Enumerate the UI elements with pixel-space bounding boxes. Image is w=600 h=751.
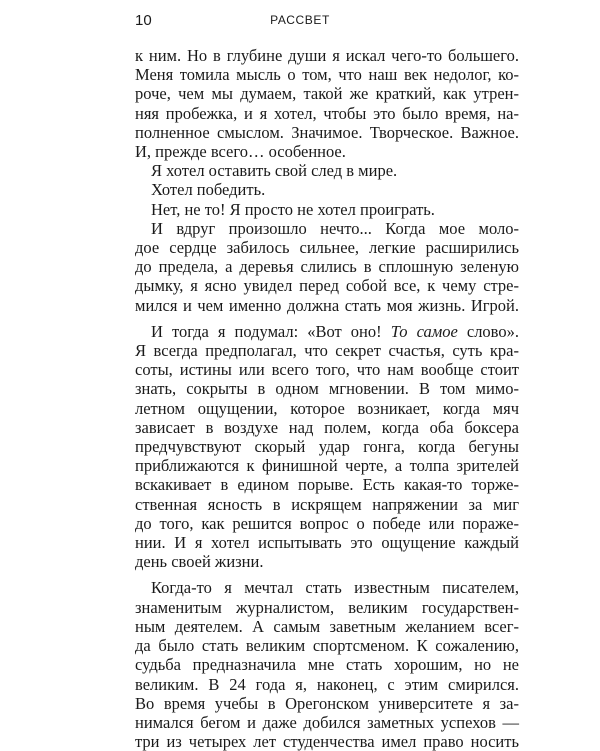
text-line: судьба предназначила мне стать хорошим, но не — [135, 655, 519, 675]
text-line: няя пробежка, и я хотел, чтобы это было время, на- — [135, 103, 519, 123]
text-line: вскакивает в едином порыве. Есть какая-то торже- — [135, 475, 519, 495]
text-line: Во время учебы в Орегонском университете я за- — [135, 693, 519, 713]
text-line: Нет, не то! Я просто не хотел проиграть. — [151, 199, 435, 219]
text-line: Хотел победить. — [151, 180, 266, 200]
body-text — [135, 46, 519, 751]
text-line: предчувствуют скорый удар гонга, когда бегуны — [135, 437, 519, 457]
text-line: Я всегда предполагал, что секрет счастья, суть кра- — [135, 341, 519, 361]
page-header — [0, 0, 600, 40]
running-head: РАССВЕТ — [270, 13, 330, 27]
text-line: И вдруг произошло нечто... Когда мое моло- — [151, 218, 519, 238]
text-line: зависает в воздухе над полем, когда оба боксера — [135, 417, 519, 437]
text-line: дымку, я ясно увидел перед собой все, к чему стре- — [135, 276, 519, 296]
paragraph-gap — [135, 571, 519, 578]
text-line: мился и чем именно должна стать моя жизнь. Игрой. — [135, 295, 519, 315]
emphasis-phrase: То самое — [390, 321, 458, 341]
text-line: дое сердце забилось сильнее, легкие расширились — [135, 238, 519, 258]
text-line: нии. И я хотел испытывать это ощущение каждый — [135, 533, 519, 553]
text-line — [135, 322, 519, 341]
text-line: до предела, а деревья слились в сплошную зеленую — [135, 257, 519, 277]
text-line: да было стать великим спортсменом. К сожалению, — [135, 636, 519, 656]
text-line: Меня томила мысль о том, что наш век недолог, ко- — [135, 65, 519, 85]
text-line: соты, истины или всего того, что нам вообще стоит — [135, 360, 519, 380]
text-line: Я хотел оставить свой след в мире. — [151, 161, 398, 181]
text-line: великим. В 24 года я, наконец, с этим смирился. — [135, 674, 519, 694]
text-line: день своей жизни. — [135, 552, 264, 572]
text-line: Когда-то я мечтал стать известным писателем, — [151, 578, 519, 598]
text-line: полненное смыслом. Значимое. Творческое. Важное. — [135, 122, 519, 142]
text-line: И, прежде всего… особенное. — [135, 142, 346, 162]
text-line: до того, как решится вопрос о победе или пораже- — [135, 513, 519, 533]
text-line: знать, сокрыты в одном мгновении. В том мимо- — [135, 379, 519, 399]
text-line: к ним. Но в глубине души я искал чего-то большего. — [135, 46, 519, 65]
text-line: приближаются к финишной черте, а толпа зрителей — [135, 456, 519, 476]
text-line: роче, чем мы думаем, такой же краткий, как утрен- — [135, 84, 519, 104]
paragraph-gap — [135, 315, 519, 322]
text-line: нимался бегом и даже добился заметных успехов — — [135, 712, 519, 732]
text-line: три из четырех лет студенчества имел право носить — [135, 732, 519, 751]
text-line: ственная ясность в искрящем напряжении за миг — [135, 494, 519, 514]
page-number: 10 — [135, 12, 152, 29]
text-line: ным деятелем. А самым заветным желанием всег- — [135, 616, 519, 636]
text-segment: И тогда я подумал: «Вот оно! — [151, 321, 391, 341]
text-line: летном ощущении, которое возникает, когда мяч — [135, 398, 519, 418]
text-segment: слово». — [457, 321, 519, 341]
text-line: знаменитым журналистом, великим государствен- — [135, 597, 519, 617]
